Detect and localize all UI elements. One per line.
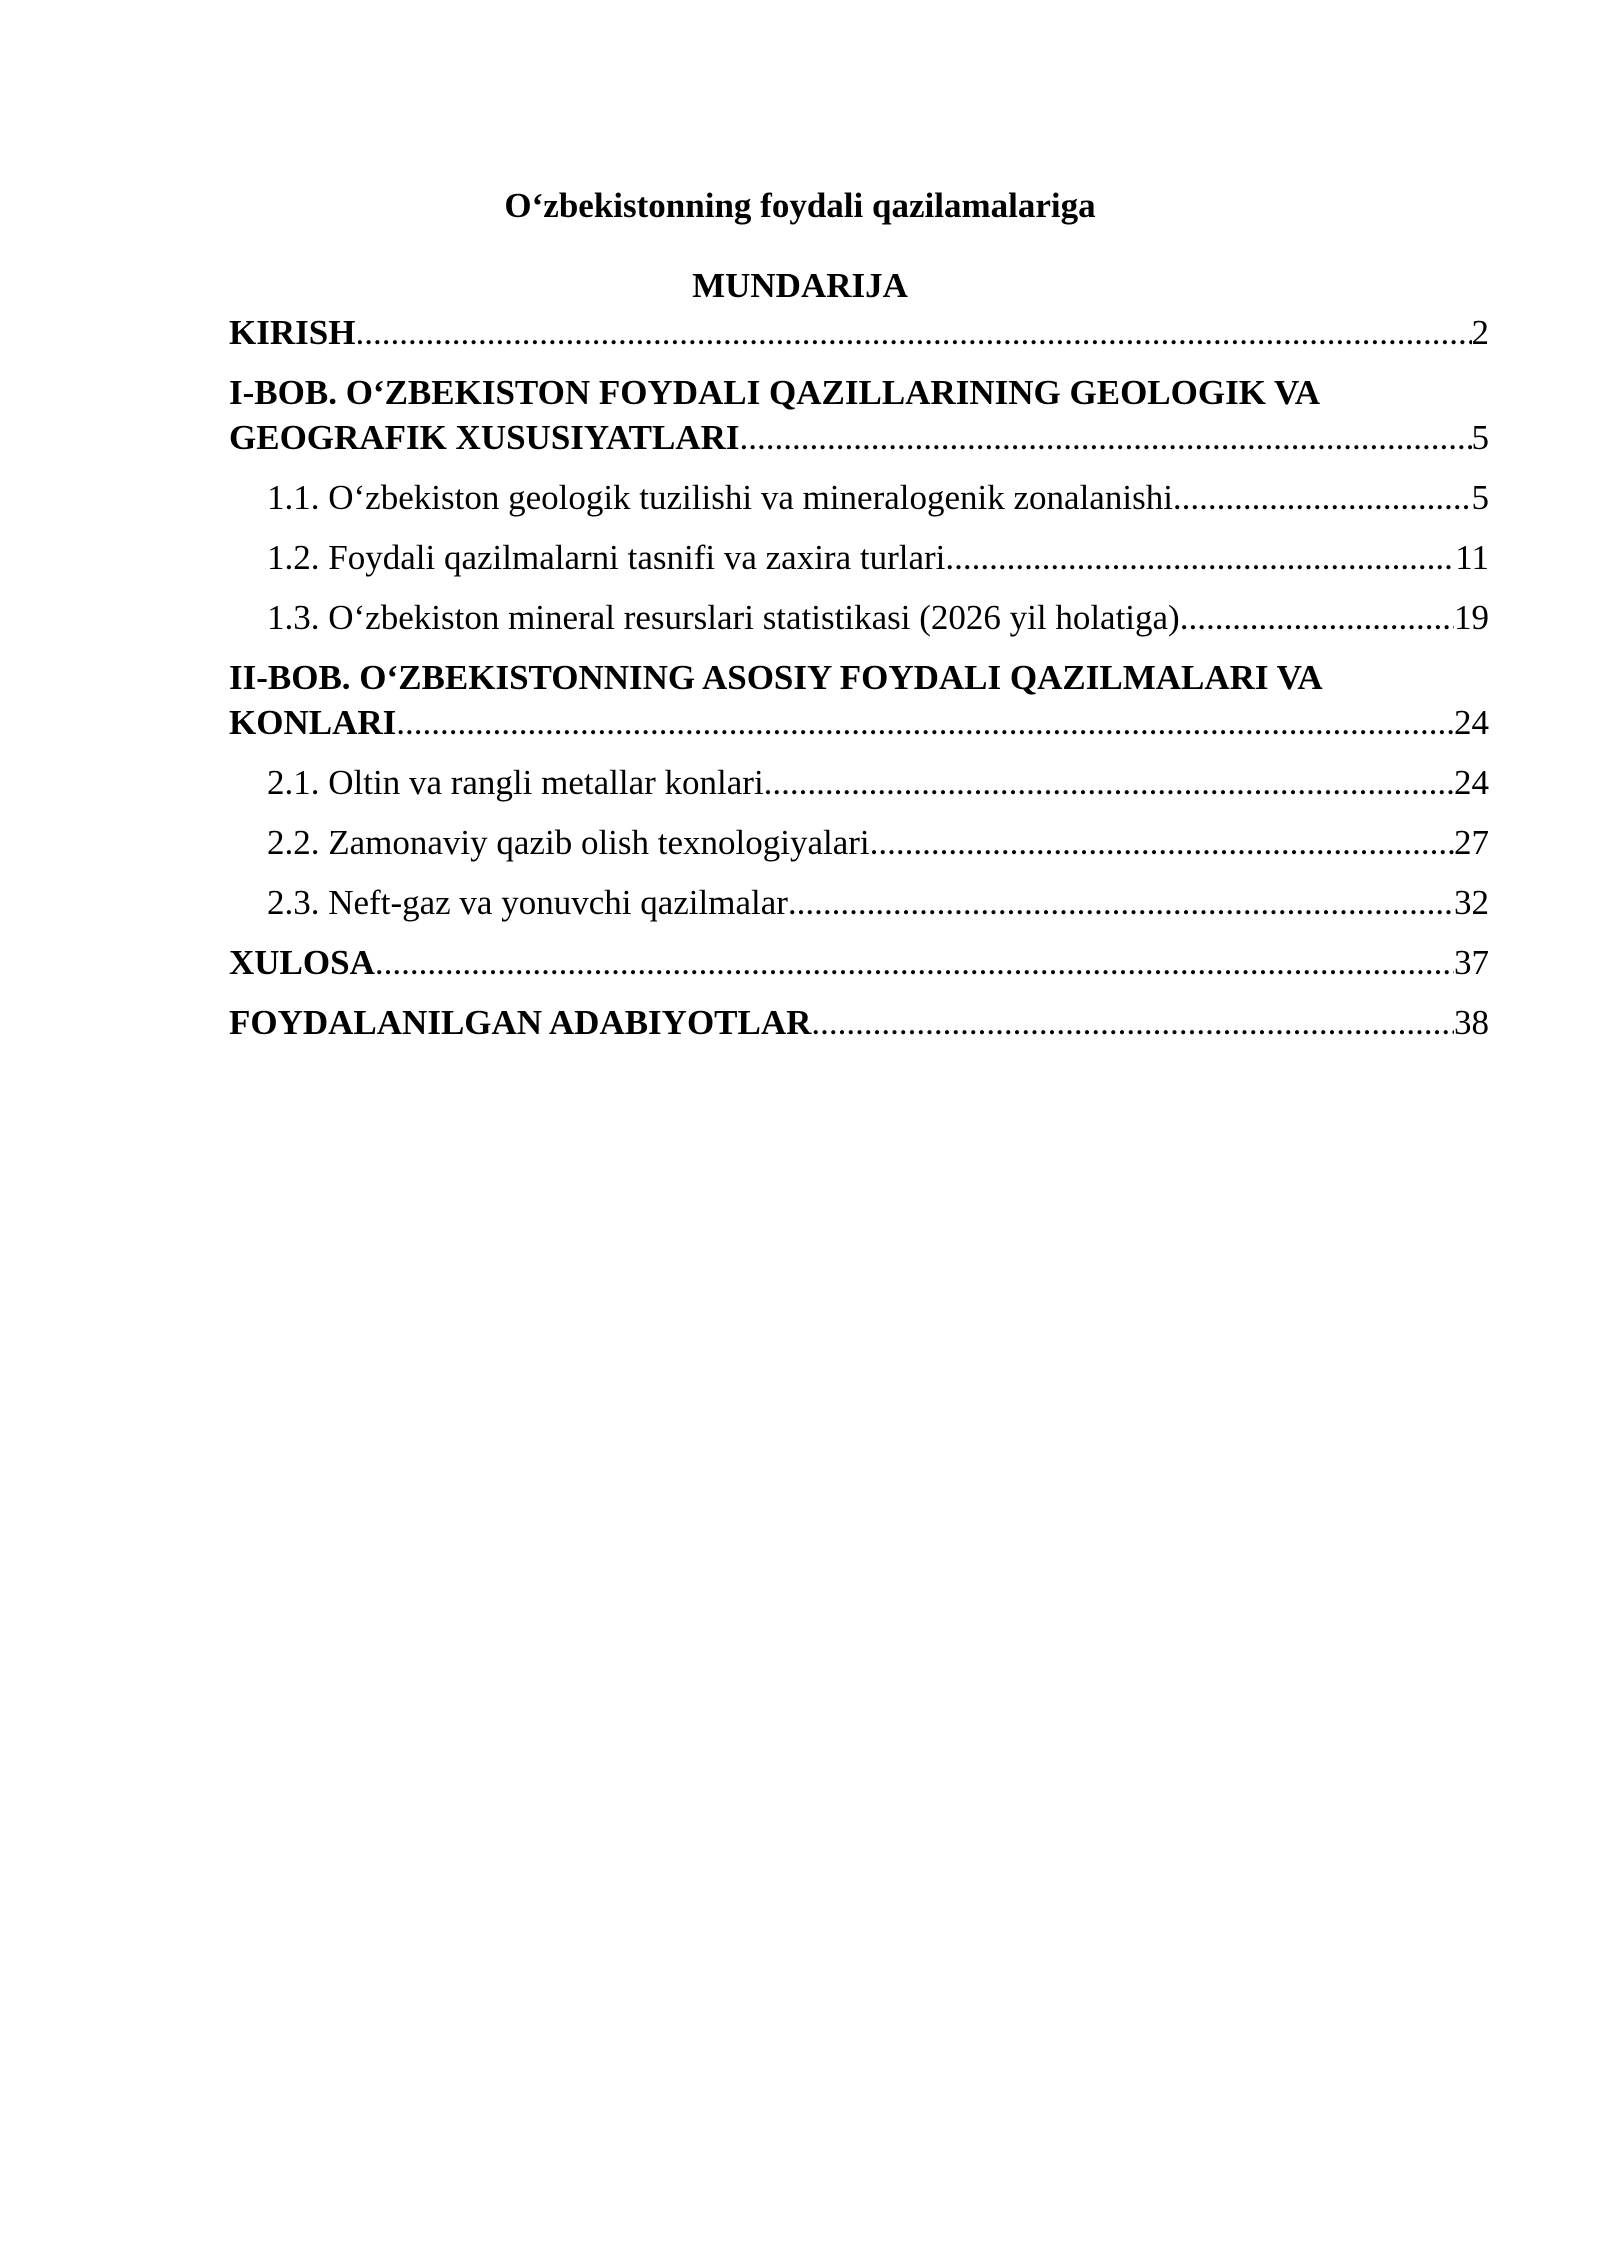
dot-leader: [811, 1000, 1454, 1045]
toc-entry-label: 1.3. O‘zbekiston mineral resurslari statistikasi (2026 yil holatiga): [267, 598, 1180, 637]
toc-entry-section-2-3[interactable]: [229, 880, 1489, 925]
toc-page-number: 24: [1454, 763, 1489, 802]
toc-entry-label-line1: II-BOB. O‘ZBEKISTONNING ASOSIY FOYDALI QAZILMALARI VA: [229, 658, 1323, 697]
toc-entry-label-line2: GEOGRAFIK XUSUSIYATLARI: [229, 418, 740, 457]
document-title: O‘zbekistonning foydali qazilamalariga: [504, 186, 1096, 225]
dot-leader: [375, 940, 1454, 985]
dot-leader: [355, 310, 1471, 355]
dot-leader: [396, 700, 1454, 745]
toc-page-number: 37: [1454, 943, 1489, 982]
toc-entry-adabiyotlar[interactable]: [229, 1000, 1489, 1045]
toc-entry-label: KIRISH: [229, 313, 356, 352]
dot-leader: [788, 880, 1454, 925]
dot-leader: [945, 535, 1455, 580]
toc-page-number: 27: [1454, 823, 1489, 862]
dot-leader: [1180, 595, 1454, 640]
toc-heading: MUNDARIJA: [692, 266, 908, 305]
toc-entry-section-2-1[interactable]: [229, 760, 1489, 805]
toc-entry-xulosa[interactable]: [229, 940, 1489, 985]
table-of-contents: [229, 310, 1489, 1060]
toc-entry-label-line2: KONLARI: [229, 703, 397, 742]
toc-entry-section-1-1[interactable]: [229, 475, 1489, 520]
toc-page-number: 24: [1454, 703, 1489, 742]
dot-leader: [764, 760, 1454, 805]
toc-entry-label: 2.1. Oltin va rangli metallar konlari: [267, 763, 764, 802]
toc-entry-chapter-1[interactable]: [229, 370, 1489, 460]
toc-entry-label: 2.3. Neft-gaz va yonuvchi qazilmalar: [267, 883, 788, 922]
toc-entry-kirish[interactable]: [229, 310, 1489, 355]
toc-page-number: 19: [1454, 598, 1489, 637]
toc-page-number: 2: [1471, 313, 1489, 352]
toc-entry-chapter-2[interactable]: [229, 655, 1489, 745]
toc-page-number: 5: [1471, 418, 1489, 457]
toc-entry-section-1-3[interactable]: [229, 595, 1489, 640]
toc-entry-label: XULOSA: [229, 943, 375, 982]
dot-leader: [870, 820, 1454, 865]
toc-page-number: 38: [1454, 1003, 1489, 1042]
toc-entry-label: 2.2. Zamonaviy qazib olish texnologiyalari: [267, 823, 870, 862]
toc-entry-label-line1: I-BOB. O‘ZBEKISTON FOYDALI QAZILLARINING GEOLOGIK VA: [229, 373, 1321, 412]
toc-page-number: 11: [1455, 538, 1489, 577]
toc-page-number: 5: [1471, 478, 1489, 517]
toc-entry-label: 1.1. O‘zbekiston geologik tuzilishi va mineralogenik zonalanishi: [267, 478, 1173, 517]
toc-entry-section-1-2[interactable]: [229, 535, 1489, 580]
toc-page-number: 32: [1454, 883, 1489, 922]
toc-entry-label: FOYDALANILGAN ADABIYOTLAR: [229, 1003, 812, 1042]
toc-entry-label: 1.2. Foydali qazilmalarni tasnifi va zaxira turlari: [267, 538, 946, 577]
dot-leader: [1173, 475, 1472, 520]
toc-entry-section-2-2[interactable]: [229, 820, 1489, 865]
dot-leader: [740, 415, 1472, 460]
